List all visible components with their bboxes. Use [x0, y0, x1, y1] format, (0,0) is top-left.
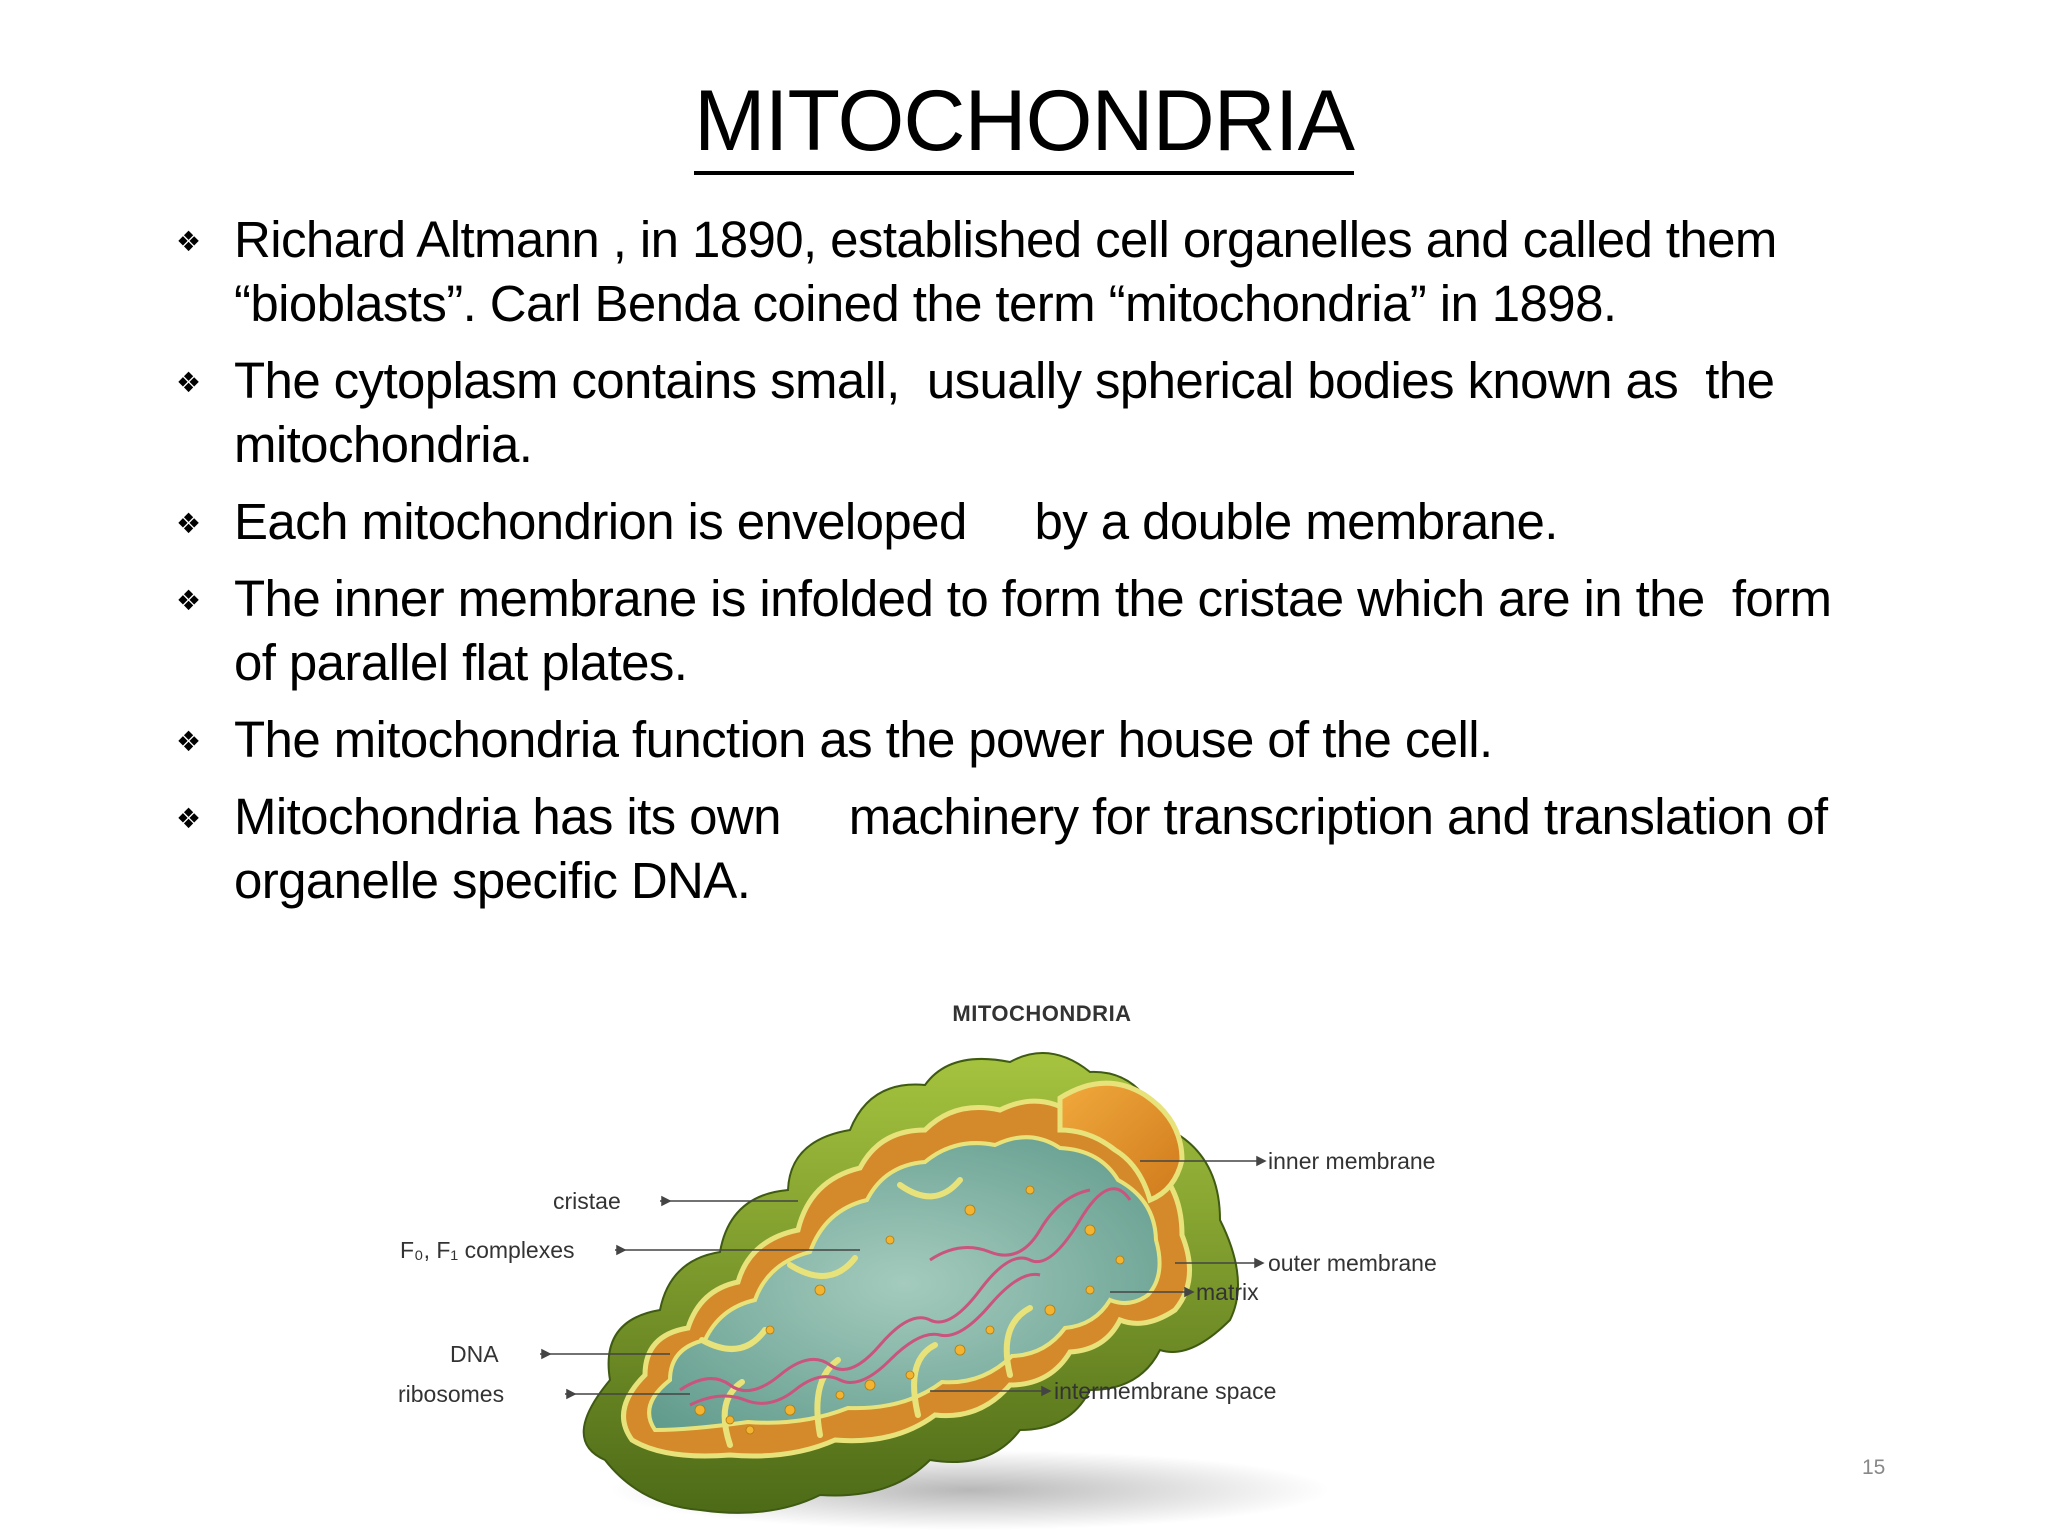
bullet-item: ❖ Mitochondria has its own machinery for transcription and translation of organelle specific DNA. — [176, 788, 1828, 909]
label-intermembrane-space: intermembrane space — [1054, 1378, 1277, 1404]
label-outer-membrane: outer membrane — [1268, 1250, 1437, 1276]
bullet-item: ❖ The cytoplasm contains small, usually spherical bodies known as the mitochondria. — [176, 352, 1775, 473]
diagram-title: MITOCHONDRIA — [952, 1001, 1132, 1026]
bullet-item: ❖ The mitochondria function as the power house of the cell. — [176, 708, 2036, 772]
label-ribosomes: ribosomes — [398, 1381, 505, 1407]
label-matrix: matrix — [1196, 1279, 1259, 1305]
diamond-bullet-icon: ❖ — [176, 367, 201, 398]
label-complexes: F₀, F₁ complexes — [400, 1237, 575, 1263]
bullet-list — [176, 208, 2036, 926]
slide-title: MITOCHONDRIA — [0, 78, 2048, 164]
page-number: 15 — [1862, 1456, 1886, 1479]
diamond-bullet-icon: ❖ — [176, 508, 201, 539]
diamond-bullet-icon: ❖ — [176, 726, 201, 757]
label-dna: DNA — [450, 1341, 499, 1367]
mitochondria-diagram — [370, 990, 1700, 1536]
diamond-bullet-icon: ❖ — [176, 585, 201, 616]
bullet-item: ❖ The inner membrane is infolded to form the cristae which are in the form of parallel flat plates. — [176, 570, 1832, 691]
label-inner-membrane: inner membrane — [1268, 1148, 1436, 1174]
diamond-bullet-icon: ❖ — [176, 226, 201, 257]
diamond-bullet-icon: ❖ — [176, 803, 201, 834]
bullet-item: ❖ Richard Altmann , in 1890, established cell organelles and called them “bioblasts”. Carl Benda coined the term “mitochondria” in 1898. — [176, 211, 1777, 332]
bullet-item: ❖ Each mitochondrion is enveloped by a double membrane. — [176, 490, 2036, 554]
label-cristae: cristae — [553, 1188, 621, 1214]
